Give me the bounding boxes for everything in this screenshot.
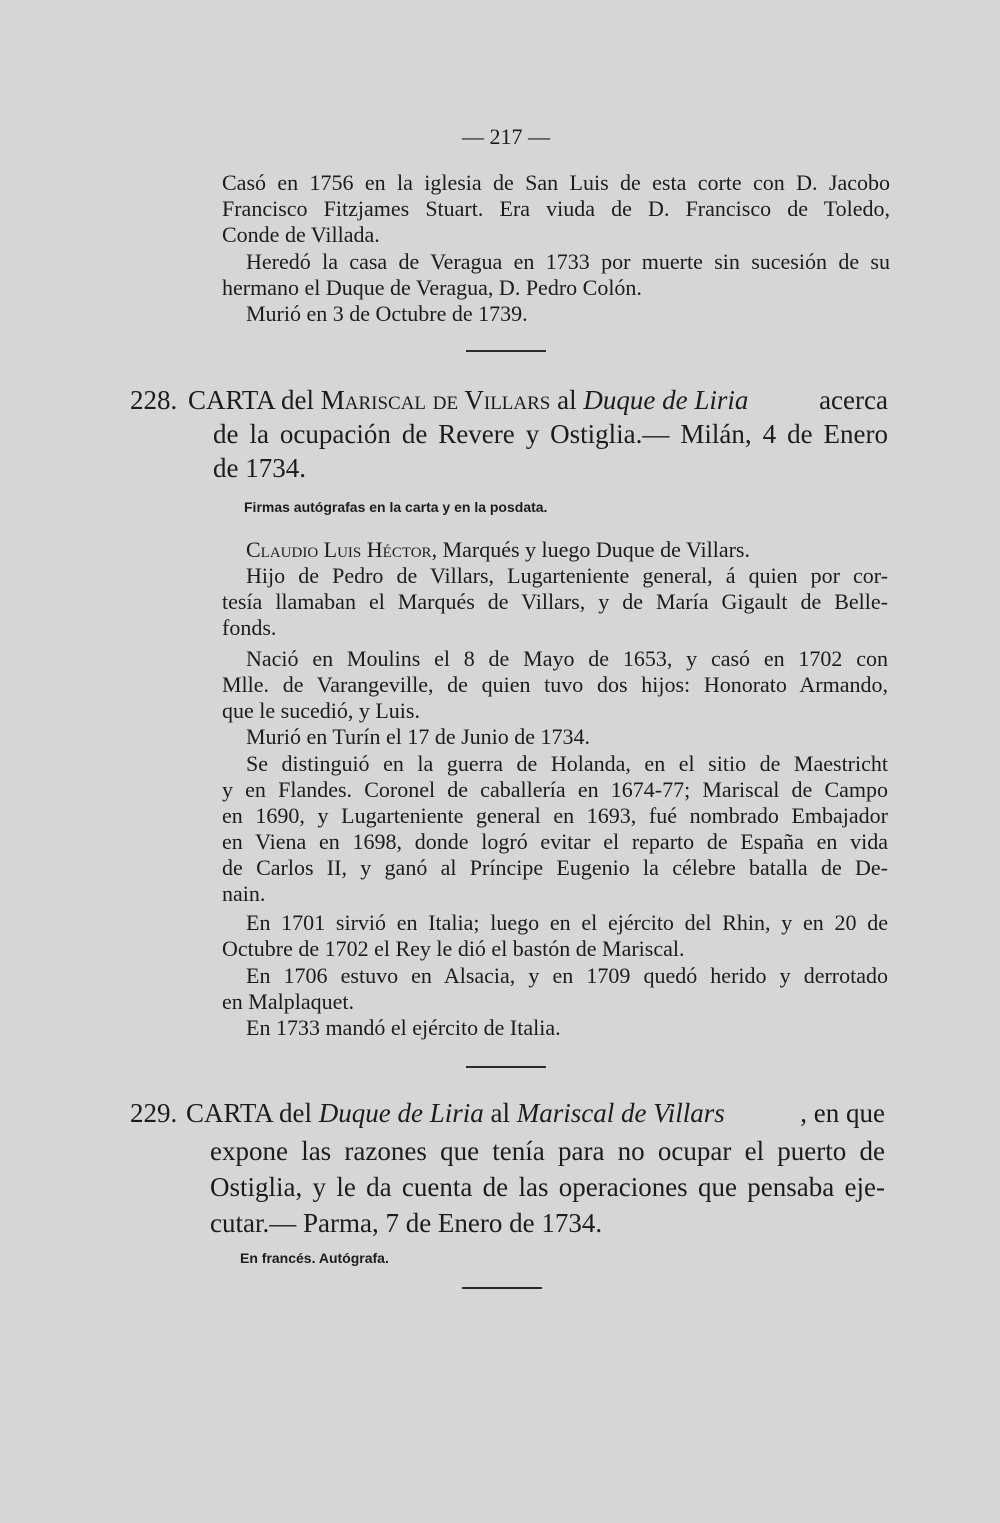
entry-number: 229. (130, 1098, 178, 1128)
bio-line: nain. (222, 881, 266, 906)
title-text: al (483, 1098, 517, 1128)
bio-line: y en Flandes. Coronel de caballería en 1674-77; Mariscal de Campo (222, 777, 888, 802)
title-addressee: Duque de Liria (583, 385, 749, 415)
bio-line: que le sucedió, y Luis. (222, 698, 420, 723)
entry-note: En francés. Autógrafa. (240, 1250, 389, 1266)
entry-title-line (186, 1095, 725, 1131)
entry-note: Firmas autógrafas en la carta y en la posdata. (244, 499, 548, 515)
bio-line: Hijo de Pedro de Villars, Lugarteniente general, á quien por cor- (246, 563, 888, 588)
intro-line: Conde de Villada. (222, 222, 380, 247)
bio-line: fonds. (222, 615, 277, 640)
entry-number: 228. (130, 385, 178, 415)
bio-line: En 1701 sirvió en Italia; luego en el ejército del Rhin, y en 20 de (246, 910, 888, 935)
bio-line: En 1706 estuvo en Alsacia, y en 1709 quedó herido y derrotado (246, 963, 888, 988)
section-divider (466, 1066, 546, 1068)
bio-line: Mlle. de Varangeville, de quien tuvo dos hijos: Honorato Armando, (222, 672, 888, 697)
intro-line: Murió en 3 de Octubre de 1739. (246, 301, 528, 326)
intro-line: hermano el Duque de Veragua, D. Pedro Colón. (222, 275, 642, 300)
title-text: CARTA del (186, 1098, 319, 1128)
title-text: CARTA del (188, 385, 321, 415)
section-divider (466, 350, 546, 352)
person-name: Claudio Luis Héctor (246, 537, 432, 562)
intro-line: Francisco Fitzjames Stuart. Era viuda de D. Francisco de Toledo, (222, 196, 890, 221)
page-number: — 217 — (462, 124, 550, 149)
bio-line: Nació en Moulins el 8 de Mayo de 1653, y casó en 1702 con (246, 646, 888, 671)
title-text: , en que (800, 1098, 885, 1128)
entry-title: cutar.— Parma, 7 de Enero de 1734. (210, 1208, 603, 1238)
intro-line: Heredó la casa de Veragua en 1733 por muerte sin sucesión de su (246, 249, 890, 274)
title-recipient: Mariscal de Villars (320, 385, 551, 415)
entry-title: expone las razones que tenía para no ocupar el puerto de (210, 1136, 885, 1166)
entry-title: de la ocupación de Revere y Ostiglia.— Milán, 4 de Enero (213, 419, 888, 449)
intro-line: Casó en 1756 en la iglesia de San Luis de esta corte con D. Jacobo (222, 170, 890, 195)
entry-title (186, 1095, 885, 1131)
bio-line: tesía llamaban el Marqués de Villars, y de María Gigault de Belle- (222, 589, 888, 614)
entry-title (188, 382, 888, 418)
title-sender: Duque de Liria (318, 1098, 484, 1128)
title-text: al (550, 385, 584, 415)
bio-line: Se distinguió en la guerra de Holanda, en el sitio de Maestricht (246, 751, 888, 776)
bio-line: en Malplaquet. (222, 989, 354, 1014)
bio-line: de Carlos II, y ganó al Príncipe Eugenio la célebre batalla de De- (222, 855, 888, 880)
title-text: acerca (819, 385, 888, 415)
bio-line: en Viena en 1698, donde logró evitar el reparto de España en vida (222, 829, 888, 854)
entry-title-line (188, 382, 748, 418)
entry-title: Ostiglia, y le da cuenta de las operaciones que pensaba eje- (210, 1172, 885, 1202)
bio-line: Octubre de 1702 el Rey le dió el bastón de Mariscal. (222, 936, 685, 961)
person-name-line (246, 537, 750, 563)
bio-line: En 1733 mandó el ejército de Italia. (246, 1015, 561, 1040)
person-title: , Marqués y luego Duque de Villars. (431, 537, 750, 562)
bio-line: Murió en Turín el 17 de Junio de 1734. (246, 724, 591, 749)
section-divider (462, 1287, 542, 1289)
bio-line: en 1690, y Lugarteniente general en 1693, fué nombrado Embajador (222, 803, 888, 828)
entry-title: de 1734. (213, 453, 306, 483)
title-addressee: Mariscal de Villars (516, 1098, 725, 1128)
